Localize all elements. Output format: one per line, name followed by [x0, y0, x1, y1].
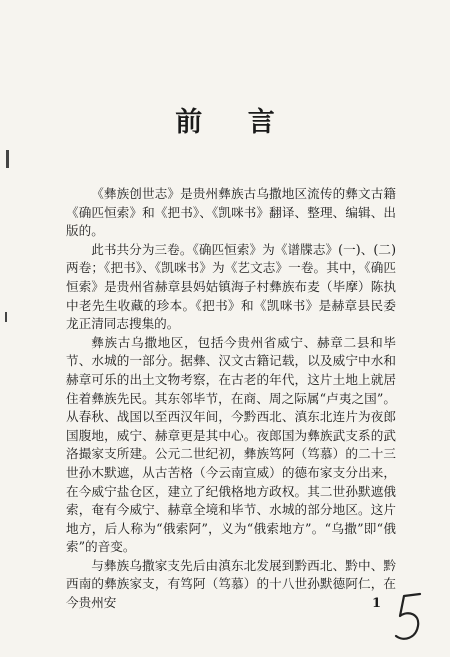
page-number: 1 [372, 596, 382, 611]
margin-mark [5, 312, 7, 322]
margin-mark [6, 150, 9, 168]
page-title: 前 言 [175, 107, 293, 138]
paragraph: 此书共分为三卷。《确匹恒索》为《谱牒志》(一)、(二)两卷；《把书》、《凯咪书》为《艺文志》一卷。其中，《确匹恒索》是贵州省赫章县妈姑镇海子村彝族布麦（毕摩）陈执中老先生收藏的珍本。《把书》和《凯咪书》是赫章县民委龙正清同志搜集的。 [66, 241, 396, 332]
body-text [66, 185, 396, 613]
paragraph: 彝族古乌撒地区，包括今贵州省威宁、赫章二县和毕节、水城的一部分。据彝、汉文古籍记载，以及威宁中水和赫章可乐的出土文物考察，在古老的年代，这片土地上就居住着彝族先民。其东邻毕节，在商、周之际属“卢夷之国”。从春秋、战国以至西汉年间，今黔西北、滇东北连片为夜郎国腹地，威宁、赫章更是其中心。夜郎国为彝族武支系的武洛撮家支所建。公元二世纪初，彝族笃阿（笃慕）的二十三世孙木默遮，从古苦格（今云南宣威）的德布家支分出来，在今威宁盐仓区，建立了纪俄格地方政权。其二世孙默遮俄索，奄有今威宁、赫章全境和毕节、水城的部分地区。这片地方，后人称为“俄索阿”，义为“俄索地方”。“乌撒”即“俄索”的音变。 [66, 334, 396, 555]
paragraph: 与彝族乌撒家支先后由滇东北发展到黔西北、黔中、黔西南的彝族家支，有笃阿（笃慕）的十八世孙默德阿仁，在今贵州安 [66, 557, 396, 611]
handwritten-mark [390, 588, 430, 648]
paragraph: 《彝族创世志》是贵州彝族古乌撒地区流传的彝文古籍《确匹恒索》和《把书》、《凯咪书》翻译、整理、编辑、出版的。 [66, 186, 396, 239]
